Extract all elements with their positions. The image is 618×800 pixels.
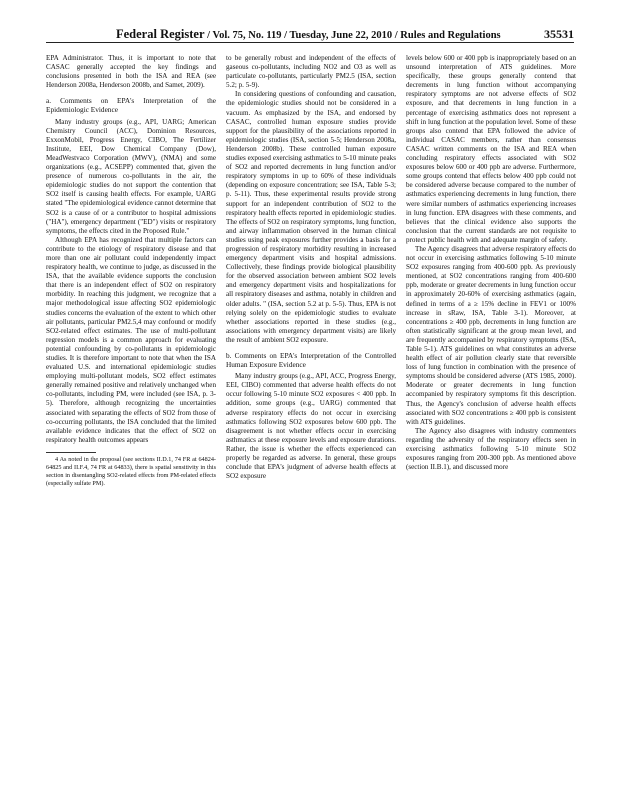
paragraph: Although EPA has recognized that multiple factors can contribute to the etiology of respiratory disease and that more than one air pollutant could independently impact respiratory health, we continue to judge, as discussed in the ISA, that the available evidence supports the conclusion that there is an independent effect of SO2 on respiratory morbidity. In reaching this judgment, we recognize that a major methodological issue affecting SO2 epidemiologic studies concerns the evaluation of the extent to which other air pollutants, particular PM2.5,4 may confound or modify SO2-related effect estimates. The use of multi-pollutant regression models is a common approach for evaluating potential confounding by co-pollutants in epidemiologic studies. It is therefore important to note that when the ISA evaluated U.S. and international epidemiologic studies employing multi-pollutant models, SO2 effect estimates generally remained positive and relatively unchanged when co-pollutants, including PM, were included (see ISA, p. 3-5). Therefore, although recognizing the uncertainties associated with separating the effects of SO2 from those of co-occurring pollutants, the ISA concluded that the limited available evidence indicates that the effect of SO2 on respiratory health outcomes appears: [46, 235, 216, 444]
page-header: [46, 26, 574, 43]
section-heading: a. Comments on EPA's Interpretation of the Epidemiologic Evidence: [46, 96, 216, 115]
section-heading: b. Comments on EPA's Interpretation of the Controlled Human Exposure Evidence: [226, 351, 396, 370]
publication-title: Federal Register: [116, 27, 205, 41]
paragraph: EPA Administrator. Thus, it is important to note that CASAC generally accepted the key findings and conclusions presented in both the ISA and REA (see Henderson 2008a, Henderson 2008b, and Samet, 2009).: [46, 54, 216, 90]
text-column-2: [226, 54, 396, 784]
paragraph: to be generally robust and independent of the effects of gaseous co-pollutants, including NO2 and O3 as well as particulate co-pollutants, particularly PM2.5 (ISA, section 5.2; p. 5-9).: [226, 54, 396, 90]
paragraph: Many industry groups (e.g., API, UARG; American Chemistry Council (ACC), Dominion Resources, ExxonMobil, Progress Energy, CIBO, The Fertilizer Institute, EEI, Dow Chemical Company (Dow), MeadWestvaco Corporation (MWV), (NMA) and some organizations (e.g., ACSEPP) commented that, given the presence of numerous co-pollutants in the air, the epidemiologic studies do not support the contention that SO2 itself is causing health effects. For example, UARG stated "The epidemiological evidence cannot determine that SO2 is a cause of or a contributor to hospital admissions ("HA"), emergency department ("ED") visits or respiratory symptoms, the effects cited in the Proposed Rule.": [46, 117, 216, 235]
paragraph: levels below 600 or 400 ppb is inappropriately based on an unsound interpretation of ATS guidelines. More specifically, these groups generally contend that decrements in lung function without accompanying respiratory symptoms are not adverse effects of SO2 exposure, and that decrements in lung function in a percentage of exercising asthmatics does not represent a shift in lung function at the population level. Some of these groups also contend that EPA followed the advice of individual CASAC members, rather than consensus CASAC written comments on the ISA and REA when concluding respiratory effects associated with SO2 exposures below 600 or 400 ppb are adverse. Furthermore, some groups contend that effects below 400 ppb could not be considered adverse because compared to the number of asthmatics experiencing decrements in lung function, there were similar numbers of asthmatics experiencing increases in lung function. EPA disagrees with these comments, and believes that the clinical evidence also supports the conclusion that the current standards are not requisite to protect public health with and adequate margin of safety.: [406, 54, 576, 244]
text-column-1: [46, 54, 216, 784]
paragraph: In considering questions of confounding and causation, the epidemiologic studies should not be considered in a vacuum. As emphasized by the ISA, and endorsed by CASAC, controlled human exposure studies provide support for the plausibility of the associations reported in epidemiologic studies (ISA, section 5-5; Henderson 2008a, Henderson 2008b). These controlled human exposure studies exposed exercising asthmatics to 5-10 minute peaks of SO2 and reported decrements in lung function and/or respiratory symptoms in up to 60% of these individuals (depending on exposure concentration; see ISA, Table 5-3; p. 5-11). Thus, these experimental results provide strong support for an independent contribution of SO2 to the respiratory health effects reported in epidemiologic studies. The effects of SO2 on respiratory symptoms, lung function, and airway inflammation observed in the human clinical studies using peak exposures further provides a basis for a progression of respiratory morbidity resulting in increased emergency department visits and hospital admissions. Collectively, these findings provide biological plausibility for the observed association between ambient SO2 levels and emergency department visits and hospitalizations for all respiratory diseases and asthma, notably in children and older adults. " (ISA, section 5.2 at p. 5-5). Thus, EPA is not relying solely on the epidemiologic studies to evaluate whether associations reported in these studies (e.g., associations with emergency department visits) are likely the result of ambient SO2 exposure.: [226, 90, 396, 344]
header-publication-line: [116, 26, 501, 44]
footnote-divider: [46, 452, 96, 453]
issue-info: / Vol. 75, No. 119 / Tuesday, June 22, 2010 / Rules and Regulations: [207, 30, 501, 41]
footnote: 4 As noted in the proposal (see sections II.D.1, 74 FR at 64824-64825 and II.F.4, 74 FR at 64833), there is spatial sensitivity in this section in disentangling SO2-related effects from PM-related effects (especially sulfate PM).: [46, 455, 216, 487]
page-number: 35531: [544, 27, 574, 41]
paragraph: The Agency disagrees that adverse respiratory effects do not occur in exercising asthmatics following 5-10 minute SO2 exposures ranging from 400-600 ppb. As previously mentioned, at SO2 concentrations ranging from 400-600 ppb, moderate or greater decrements in lung function occur in approximately 20-60% of exercising asthmatics (again, defined in terms of a ≥ 15% decline in FEV1 or 100% increase in sRaw, ISA, Table 3-1). Moreover, at concentrations ≥ 400 ppb, decrements in lung function are often statistically significant at the group mean level, and are frequently accompanied by respiratory symptoms (ISA, Table 5-1). ATS guidelines on what constitutes an adverse health effect of air pollution clearly state that reversible loss of lung function in combination with the presence of symptoms should be considered adverse (ATS 1985, 2000). Moderate or greater decrements in lung function accompanied by respiratory symptoms fit this description. Thus, the Agency's conclusion of adverse health effects associated with SO2 concentrations ≥ 400 ppb is consistent with ATS guidelines.: [406, 244, 576, 426]
paragraph: Many industry groups (e.g., API, ACC, Progress Energy, EEI, CIBO) commented that adverse health effects do not occur following 5-10 minute SO2 exposures < 400 ppb. In addition, some groups (e.g., UARG) commented that adverse respiratory effects do not occur in exercising asthmatics following SO2 exposures below 600 ppb. The disagreement is not whether effects occur in exercising asthmatics at these exposure levels and exposure durations. Rather, the issue is whether the effects experienced can properly be regarded as adverse. In general, these groups conclude that EPA's judgment of adverse health effects at SO2 exposure: [226, 372, 396, 481]
text-column-3: [406, 54, 576, 784]
paragraph: The Agency also disagrees with industry commenters regarding the adversity of the respiratory effects seen in exercising asthmatics following 5-10 minute SO2 exposures ranging from 200-300 ppb. As mentioned above (section II.B.1), and discussed more: [406, 426, 576, 472]
